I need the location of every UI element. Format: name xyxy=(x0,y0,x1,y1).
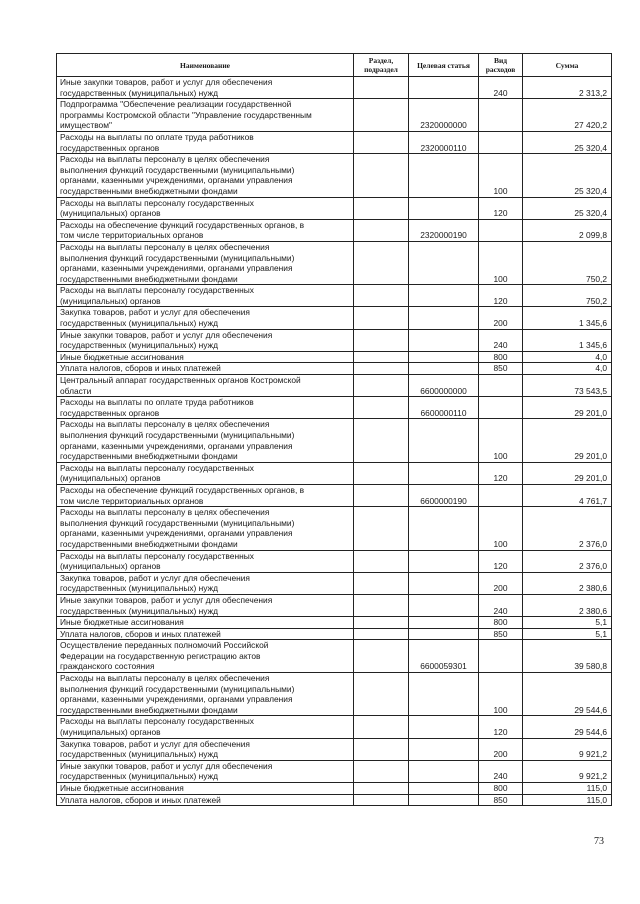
row-name: Центральный аппарат государственных органов Костромской области xyxy=(57,375,354,397)
row-sum: 29 544,6 xyxy=(523,673,612,716)
table-row xyxy=(57,131,612,153)
table-row xyxy=(57,462,612,484)
row-name: Закупка товаров, работ и услуг для обеспечения государственных (муниципальных) нужд xyxy=(57,738,354,760)
row-section xyxy=(354,783,409,795)
row-target xyxy=(409,307,479,329)
row-sum: 9 921,2 xyxy=(523,760,612,782)
table-row xyxy=(57,351,612,363)
header-section: Раздел, подраздел xyxy=(354,54,409,77)
row-type: 240 xyxy=(479,329,523,351)
row-sum: 29 201,0 xyxy=(523,397,612,419)
table-header-row xyxy=(57,54,612,77)
table-row xyxy=(57,572,612,594)
row-section xyxy=(354,462,409,484)
table-row xyxy=(57,550,612,572)
row-name: Уплата налогов, сборов и иных платежей xyxy=(57,628,354,640)
row-type: 120 xyxy=(479,462,523,484)
row-name: Расходы на выплаты по оплате труда работников государственных органов xyxy=(57,397,354,419)
row-target: 6600000110 xyxy=(409,397,479,419)
row-section xyxy=(354,154,409,197)
row-sum: 1 345,6 xyxy=(523,307,612,329)
row-type: 800 xyxy=(479,783,523,795)
row-section xyxy=(354,363,409,375)
row-name: Расходы на выплаты персоналу в целях обеспечения выполнения функций государственными (муниципальными) органами, казенными учреждениями, органами управления государственными внебюджетными фондами xyxy=(57,507,354,550)
table-row xyxy=(57,484,612,506)
row-target xyxy=(409,285,479,307)
row-sum: 25 320,4 xyxy=(523,154,612,197)
row-sum: 750,2 xyxy=(523,241,612,284)
row-sum: 2 313,2 xyxy=(523,77,612,99)
row-name: Иные бюджетные ассигнования xyxy=(57,351,354,363)
row-target xyxy=(409,363,479,375)
row-name: Подпрограмма "Обеспечение реализации государственной программы Костромской области "Управление государственным имуществом" xyxy=(57,99,354,132)
row-name: Расходы на выплаты персоналу государственных (муниципальных) органов xyxy=(57,716,354,738)
row-section xyxy=(354,285,409,307)
table-row xyxy=(57,738,612,760)
row-type xyxy=(479,375,523,397)
row-sum: 4 761,7 xyxy=(523,484,612,506)
row-name: Расходы на выплаты персоналу государственных (муниципальных) органов xyxy=(57,550,354,572)
row-name: Осуществление переданных полномочий Российской Федерации на государственную регистрацию актов гражданского состояния xyxy=(57,640,354,673)
row-name: Расходы на выплаты персоналу в целях обеспечения выполнения функций государственными (муниципальными) органами, казенными учреждениями, органами управления государственными внебюджетными фондами xyxy=(57,673,354,716)
row-section xyxy=(354,219,409,241)
row-target xyxy=(409,594,479,616)
row-target: 6600000190 xyxy=(409,484,479,506)
row-type xyxy=(479,640,523,673)
table-row xyxy=(57,640,612,673)
row-target xyxy=(409,154,479,197)
row-type xyxy=(479,397,523,419)
table-row xyxy=(57,99,612,132)
row-type: 240 xyxy=(479,760,523,782)
row-name: Расходы на выплаты персоналу государственных (муниципальных) органов xyxy=(57,197,354,219)
row-target xyxy=(409,241,479,284)
row-sum: 115,0 xyxy=(523,783,612,795)
row-name: Расходы на выплаты персоналу государственных (муниципальных) органов xyxy=(57,462,354,484)
row-target xyxy=(409,673,479,716)
row-type: 800 xyxy=(479,351,523,363)
row-section xyxy=(354,351,409,363)
header-type: Вид расходов xyxy=(479,54,523,77)
row-name: Иные бюджетные ассигнования xyxy=(57,617,354,629)
row-section xyxy=(354,241,409,284)
row-sum: 4,0 xyxy=(523,363,612,375)
table-row xyxy=(57,594,612,616)
table-body xyxy=(57,77,612,806)
row-type: 100 xyxy=(479,154,523,197)
table-row xyxy=(57,329,612,351)
row-section xyxy=(354,794,409,806)
row-sum: 5,1 xyxy=(523,628,612,640)
table-row xyxy=(57,628,612,640)
table-row xyxy=(57,673,612,716)
row-type: 850 xyxy=(479,794,523,806)
table-row xyxy=(57,363,612,375)
row-target xyxy=(409,760,479,782)
row-type: 200 xyxy=(479,738,523,760)
row-target xyxy=(409,419,479,462)
table-row xyxy=(57,760,612,782)
row-sum: 29 201,0 xyxy=(523,462,612,484)
row-sum: 115,0 xyxy=(523,794,612,806)
row-sum: 750,2 xyxy=(523,285,612,307)
table-row xyxy=(57,154,612,197)
row-name: Иные закупки товаров, работ и услуг для обеспечения государственных (муниципальных) нужд xyxy=(57,760,354,782)
row-type: 100 xyxy=(479,673,523,716)
header-name: Наименование xyxy=(57,54,354,77)
row-section xyxy=(354,197,409,219)
row-sum: 29 544,6 xyxy=(523,716,612,738)
row-sum: 2 376,0 xyxy=(523,507,612,550)
table-row xyxy=(57,285,612,307)
row-sum: 25 320,4 xyxy=(523,131,612,153)
row-type: 200 xyxy=(479,572,523,594)
page-number: 73 xyxy=(594,836,604,847)
row-target xyxy=(409,738,479,760)
row-sum: 1 345,6 xyxy=(523,329,612,351)
row-target: 6600059301 xyxy=(409,640,479,673)
row-sum: 27 420,2 xyxy=(523,99,612,132)
row-type: 850 xyxy=(479,628,523,640)
row-type xyxy=(479,131,523,153)
row-section xyxy=(354,397,409,419)
row-type xyxy=(479,99,523,132)
row-section xyxy=(354,628,409,640)
table-row xyxy=(57,197,612,219)
row-target: 2320000110 xyxy=(409,131,479,153)
row-name: Иные закупки товаров, работ и услуг для обеспечения государственных (муниципальных) нужд xyxy=(57,77,354,99)
row-section xyxy=(354,673,409,716)
row-type: 100 xyxy=(479,241,523,284)
row-type: 240 xyxy=(479,594,523,616)
row-sum: 73 543,5 xyxy=(523,375,612,397)
row-target: 6600000000 xyxy=(409,375,479,397)
row-name: Уплата налогов, сборов и иных платежей xyxy=(57,363,354,375)
row-section xyxy=(354,640,409,673)
row-name: Уплата налогов, сборов и иных платежей xyxy=(57,794,354,806)
row-type: 800 xyxy=(479,617,523,629)
row-target xyxy=(409,77,479,99)
table-row xyxy=(57,375,612,397)
row-name: Расходы на обеспечение функций государственных органов, в том числе территориальных органов xyxy=(57,484,354,506)
row-section xyxy=(354,375,409,397)
table-row xyxy=(57,783,612,795)
row-section xyxy=(354,329,409,351)
header-sum: Сумма xyxy=(523,54,612,77)
row-name: Иные бюджетные ассигнования xyxy=(57,783,354,795)
table-row xyxy=(57,794,612,806)
row-sum: 2 380,6 xyxy=(523,572,612,594)
table-row xyxy=(57,241,612,284)
budget-table xyxy=(56,53,612,806)
row-sum: 2 380,6 xyxy=(523,594,612,616)
row-type xyxy=(479,219,523,241)
row-name: Закупка товаров, работ и услуг для обеспечения государственных (муниципальных) нужд xyxy=(57,307,354,329)
table-row xyxy=(57,77,612,99)
row-type xyxy=(479,484,523,506)
row-target xyxy=(409,783,479,795)
table-row xyxy=(57,617,612,629)
row-sum: 9 921,2 xyxy=(523,738,612,760)
row-section xyxy=(354,77,409,99)
row-section xyxy=(354,550,409,572)
table-row xyxy=(57,397,612,419)
row-name: Закупка товаров, работ и услуг для обеспечения государственных (муниципальных) нужд xyxy=(57,572,354,594)
row-target: 2320000000 xyxy=(409,99,479,132)
row-target xyxy=(409,628,479,640)
row-name: Иные закупки товаров, работ и услуг для обеспечения государственных (муниципальных) нужд xyxy=(57,329,354,351)
row-sum: 2 099,8 xyxy=(523,219,612,241)
row-type: 120 xyxy=(479,285,523,307)
row-target xyxy=(409,572,479,594)
row-target xyxy=(409,550,479,572)
row-target xyxy=(409,462,479,484)
row-section xyxy=(354,738,409,760)
row-name: Иные закупки товаров, работ и услуг для обеспечения государственных (муниципальных) нужд xyxy=(57,594,354,616)
row-type: 100 xyxy=(479,419,523,462)
row-name: Расходы на выплаты по оплате труда работников государственных органов xyxy=(57,131,354,153)
row-section xyxy=(354,99,409,132)
row-type: 120 xyxy=(479,550,523,572)
row-section xyxy=(354,594,409,616)
row-name: Расходы на выплаты персоналу в целях обеспечения выполнения функций государственными (муниципальными) органами, казенными учреждениями, органами управления государственными внебюджетными фондами xyxy=(57,154,354,197)
row-section xyxy=(354,419,409,462)
table-row xyxy=(57,307,612,329)
row-type: 100 xyxy=(479,507,523,550)
row-target xyxy=(409,351,479,363)
row-name: Расходы на выплаты персоналу в целях обеспечения выполнения функций государственными (муниципальными) органами, казенными учреждениями, органами управления государственными внебюджетными фондами xyxy=(57,419,354,462)
row-section xyxy=(354,131,409,153)
table-row xyxy=(57,419,612,462)
row-section xyxy=(354,484,409,506)
row-sum: 4,0 xyxy=(523,351,612,363)
row-section xyxy=(354,716,409,738)
row-sum: 5,1 xyxy=(523,617,612,629)
row-sum: 29 201,0 xyxy=(523,419,612,462)
row-type: 120 xyxy=(479,716,523,738)
table-row xyxy=(57,507,612,550)
row-name: Расходы на обеспечение функций государственных органов, в том числе территориальных органов xyxy=(57,219,354,241)
row-section xyxy=(354,307,409,329)
row-target xyxy=(409,617,479,629)
table-row xyxy=(57,716,612,738)
row-name: Расходы на выплаты персоналу в целях обеспечения выполнения функций государственными (муниципальными) органами, казенными учреждениями, органами управления государственными внебюджетными фондами xyxy=(57,241,354,284)
row-target xyxy=(409,507,479,550)
row-sum: 39 580,8 xyxy=(523,640,612,673)
table-row xyxy=(57,219,612,241)
row-target xyxy=(409,794,479,806)
row-sum: 25 320,4 xyxy=(523,197,612,219)
row-section xyxy=(354,760,409,782)
row-target xyxy=(409,329,479,351)
row-name: Расходы на выплаты персоналу государственных (муниципальных) органов xyxy=(57,285,354,307)
row-target: 2320000190 xyxy=(409,219,479,241)
row-section xyxy=(354,617,409,629)
row-type: 200 xyxy=(479,307,523,329)
row-section xyxy=(354,572,409,594)
row-type: 850 xyxy=(479,363,523,375)
row-type: 240 xyxy=(479,77,523,99)
header-target: Целевая статья xyxy=(409,54,479,77)
row-target xyxy=(409,716,479,738)
row-section xyxy=(354,507,409,550)
row-sum: 2 376,0 xyxy=(523,550,612,572)
row-type: 120 xyxy=(479,197,523,219)
row-target xyxy=(409,197,479,219)
